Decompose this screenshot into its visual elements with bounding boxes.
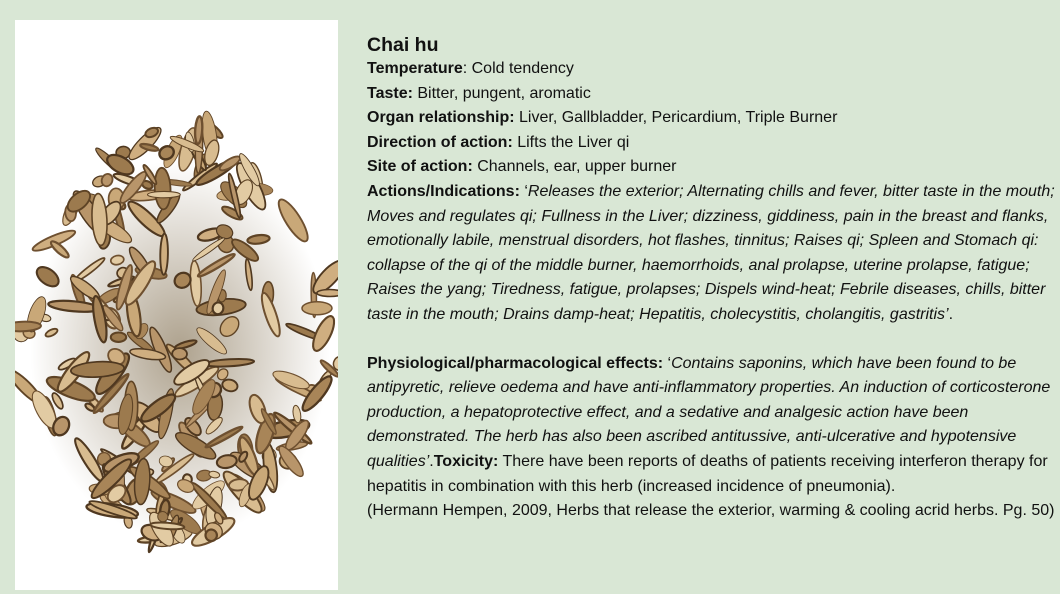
actions-paragraph [367,180,1057,328]
site-row [367,155,1057,180]
physio-text: Contains saponins, which have been found to be antipyretic, relieve oedema and have anti-inflammatory properties. An induction of corticosterone production, a hepatoprotective effect, and a sedative and analgesic action have been demonstrated. The herb has also been ascribed antitussive, anti-ulcerative and hypotensive qualities’ [367,354,1051,470]
paragraph-gap [367,328,1057,352]
taste-value: Bitter, pungent, aromatic [412,84,591,102]
site-value: Channels, ear, upper burner [472,158,677,176]
toxicity-text: There have been reports of deaths of patients receiving interferon therapy for hepatitis in combination with this herb (increased incidence of pneumonia). [367,452,1048,495]
actions-text: Releases the exterior; Alternating chills and fever, bitter taste in the mouth; Moves and regulates qi; Fullness in the Liver; dizziness, giddiness, pain in the breast and flanks, emotionally labile, menstrual disorders, hot flashes, tinnitus; Raises qi; Spleen and Stomach qi: collapse of the qi of the middle burner, haemorrhoids, anal prolapse, uterine prolapse, fatigue; Raises the yang; Tiredness, fatigue, prolapses; Dispels wind-heat; Febrile diseases, chills, bitter taste in the mouth; Drains damp-heat; Hepatitis, cholecystitis, cholangitis, gastritis’ [367,182,1055,323]
actions-label: Actions/Indications: [367,182,520,200]
temperature-value: : Cold tendency [462,60,574,77]
organ-label: Organ relationship: [367,109,515,127]
citation: (Hermann Hempen, 2009, Herbs that release the exterior, warming & cooling acrid herbs. Pg. 50) [367,502,1055,520]
temperature-row [367,57,1057,82]
herb-slice [160,234,168,275]
herb-slice [194,116,203,144]
herb-slice [147,191,180,197]
site-label: Site of action: [367,158,473,176]
actions-open-quote: ‘ [519,182,528,200]
herb-slice [172,348,187,360]
physio-label: Physiological/pharmacological effects: [367,354,664,372]
taste-label: Taste: [367,84,413,102]
organ-value: Liver, Gallbladder, Pericardium, Triple Burner [514,109,838,127]
herb-slice [111,332,126,341]
toxicity-lead: . [429,452,434,470]
direction-row [367,131,1057,156]
physio-paragraph [367,352,1057,500]
toxicity-label: Toxicity: [433,452,499,470]
direction-label: Direction of action: [367,133,513,151]
actions-close: . [948,305,954,323]
physio-open-quote: ‘ [663,354,672,372]
herb-slice [302,302,332,315]
organ-row [367,106,1057,131]
herb-slice [317,289,338,296]
herb-title: Chai hu [367,34,439,56]
temperature-label: Temperature [367,60,463,77]
herb-slices-image [15,20,338,590]
herb-monograph [367,34,1057,524]
direction-value: Lifts the Liver qi [512,133,630,151]
herb-photo [15,20,338,590]
taste-row [367,82,1057,107]
